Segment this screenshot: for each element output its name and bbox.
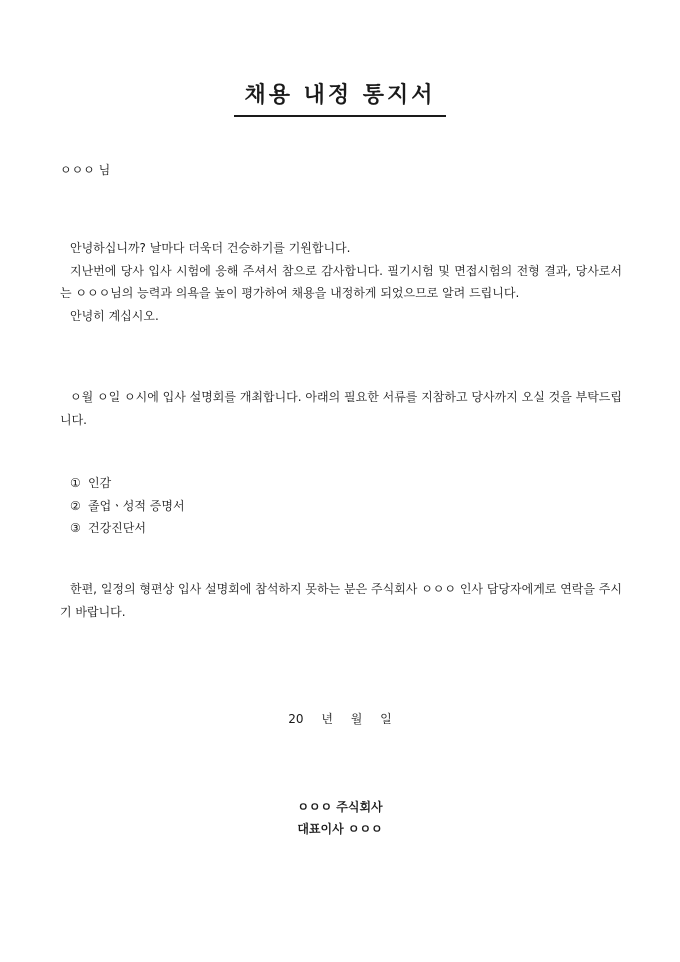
list-item-label: 인감 (88, 476, 112, 490)
closing-line: 안녕히 계십시오. (70, 308, 159, 323)
list-item (70, 472, 185, 495)
greeting-paragraph (60, 237, 622, 327)
list-item-label: 졸업ㆍ성적 증명서 (88, 498, 185, 513)
contact-paragraph (60, 578, 622, 623)
list-item-label: 건강진단서 (88, 521, 146, 535)
orientation-text: ㅇ월 ㅇ일 ㅇ시에 입사 설명회를 개최합니다. 아래의 필요한 서류를 지참하고 당사까지 오실 것을 부탁드립니다. (60, 390, 622, 427)
list-marker: ② (70, 498, 81, 513)
representative-name: 대표이사 ㅇㅇㅇ (297, 822, 383, 836)
notice-line: 지난번에 당사 입사 시험에 응해 주셔서 참으로 감사합니다. 필기시험 및 면접시험의 전형 결과, 당사로서는 ㅇㅇㅇ님의 능력과 의욕을 높이 평가하여 채용을 내정하게 되었으므로 알려 드립니다. (60, 263, 622, 300)
orientation-paragraph (60, 386, 622, 431)
title-wrap (0, 78, 680, 117)
contact-text: 한편, 일정의 형편상 입사 설명회에 참석하지 못하는 분은 주식회사 ㅇㅇㅇ 인사 담당자에게로 연락을 주시기 바랍니다. (60, 582, 622, 619)
addressee: ㅇㅇㅇ 님 (60, 163, 111, 177)
list-item (70, 495, 185, 518)
list-marker: ① (70, 476, 81, 490)
list-marker: ③ (70, 521, 81, 535)
required-documents-list (70, 472, 185, 540)
list-item (70, 517, 185, 540)
company-name: ㅇㅇㅇ 주식회사 (297, 800, 383, 814)
document-title: 채용 내정 통지서 (234, 78, 445, 117)
greeting-line: 안녕하십니까? 날마다 더욱더 건승하기를 기원합니다. (70, 241, 351, 255)
signature-block (0, 796, 680, 840)
date-line: 20 년 월 일 (288, 712, 392, 726)
